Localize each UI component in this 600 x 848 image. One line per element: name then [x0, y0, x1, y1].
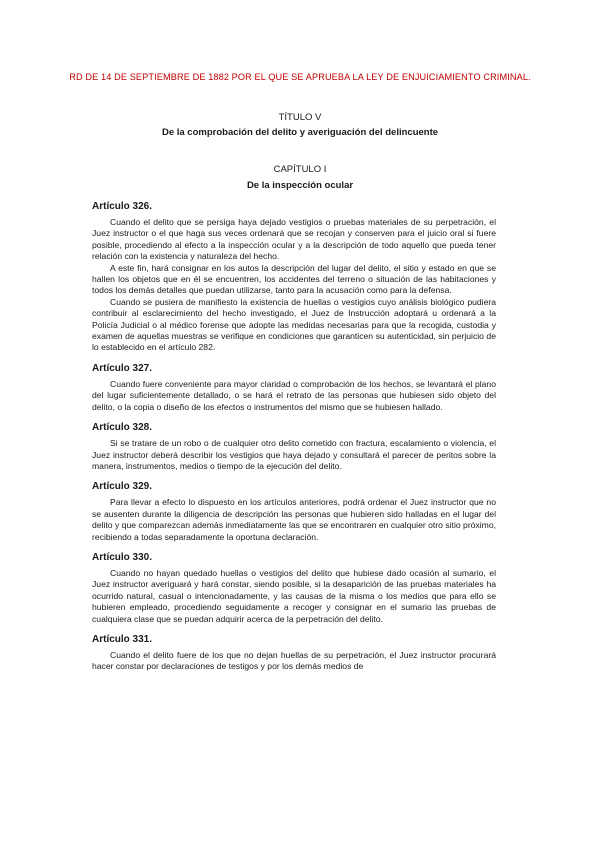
- articles-container: [92, 201, 496, 682]
- article-paragraph: Cuando se pusiera de manifiesto la existencia de huellas o vestigios cuyo análisis biológico pudiera contribuir al esclarecimiento del hecho investigado, el Juez de Instrucción adoptará u ordenará a la Policía Judicial o al médico forense que adopte las medidas necesarias para que la recogida, custodia y examen de aquellas muestras se verifique en condiciones que garanticen su autenticidad, sin perjuicio de lo establecido en el artículo 282.: [92, 296, 496, 353]
- article-paragraph: Cuando no hayan quedado huellas o vestigios del delito que hubiese dado ocasión al sumario, el Juez instructor averiguará y hará constar, siendo posible, si la desaparición de las pruebas materiales ha ocurrido natural, casual o intencionadamente, y las causas de la misma o los medios que para ello se hubieren empleado, procediendo seguidamente a recoger y consignar en el sumario las pruebas de cualquiera clase que se puedan adquirir acerca de la perpetración del delito.: [92, 567, 496, 624]
- article-paragraph: Cuando fuere conveniente para mayor claridad o comprobación de los hechos, se levantará el plano del lugar suficientemente detallado, o se hará el retrato de las personas que hubiesen sido objeto del delito, o la copia o diseño de los efectos o instrumentos del mismo que se hubiesen hallado.: [92, 378, 496, 412]
- article-title: Artículo 326.: [92, 201, 153, 212]
- article-title: Artículo 330.: [92, 551, 153, 563]
- article-331: [92, 634, 496, 673]
- article-paragraph: Si se tratare de un robo o de cualquier otro delito cometido con fractura, escalamiento o violencia, el Juez instructor deberá describir los vestigios que haya dejado y consultará el parecer de peritos sobre la manera, instrumentos, medios o tiempo de la ejecución del delito.: [92, 438, 496, 471]
- chapter-heading: CAPÍTULO I: [273, 164, 327, 175]
- article-329: [92, 481, 496, 543]
- article-paragraph: Para llevar a efecto lo dispuesto en los artículos anteriores, podrá ordenar el Juez instructor que no se ausenten durante la diligencia de descripción las personas que hubieren sido halladas en el lugar del delito y que comparezcan además inmediatamente las que se encontraren en cualquier otro sitio próximo, recibiendo a todas separadamente la oportuna declaración.: [92, 497, 496, 542]
- title-name: De la comprobación del delito y averiguación del delincuente: [161, 127, 439, 138]
- article-paragraph: A este fin, hará consignar en los autos la descripción del lugar del delito, el sitio y estado en que se hallen los objetos que en él se encuentren, los accidentes del terreno o situación de las habitaciones y todos los demás detalles que puedan utilizarse, tanto para la acusación como para la defensa.: [92, 262, 496, 296]
- chapter-name: De la inspección ocular: [246, 180, 354, 191]
- document-header: RD DE 14 DE SEPTIEMBRE DE 1882 POR EL QUE SE APRUEBA LA LEY DE ENJUICIAMIENTO CRIMINAL.: [69, 72, 531, 82]
- article-330: [92, 552, 496, 625]
- article-title: Artículo 329.: [92, 481, 153, 493]
- title-heading: TÍTULO V: [278, 112, 322, 123]
- article-paragraph: Cuando el delito que se persiga haya dejado vestigios o pruebas materiales de su perpetración, el Juez instructor o el que haga sus veces ordenará que se recojan y conserven para el juicio oral si fuere posible, procediendo al efecto a la inspección ocular y a la descripción de todo aquello que pueda tener relación con la existencia y naturaleza del hecho.: [92, 217, 496, 262]
- article-title: Artículo 331.: [92, 633, 153, 645]
- article-326: [92, 201, 496, 354]
- article-title: Artículo 328.: [92, 422, 153, 434]
- article-328: [92, 422, 496, 472]
- article-paragraph: Cuando el delito fuere de los que no dejan huellas de su perpetración, el Juez instructor procurará hacer constar por declaraciones de testigos y por los demás medios de: [92, 649, 496, 672]
- article-title: Artículo 327.: [92, 362, 153, 374]
- article-327: [92, 363, 496, 413]
